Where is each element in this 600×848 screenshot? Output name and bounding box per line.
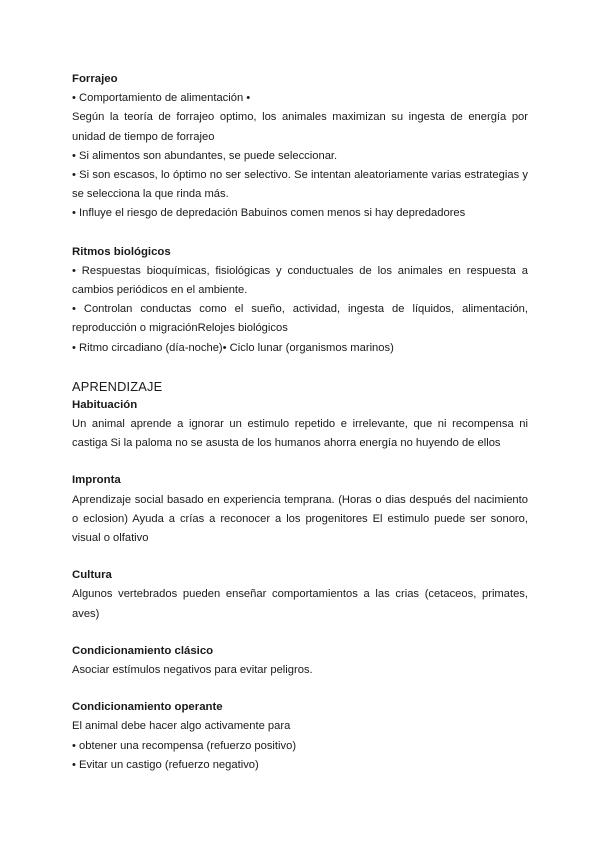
paragraph-line: Según la teoría de forrajeo optimo, los animales maximizan su ingesta de energía por unidad de tiempo de forrajeo: [72, 111, 528, 143]
section-title: Condicionamiento operante: [72, 701, 223, 714]
paragraph-line: • obtener una recompensa (refuerzo positivo): [72, 739, 297, 752]
paragraph-line: • Controlan conductas como el sueño, actividad, ingesta de líquidos, alimentación, reproducción o migraciónRelojes biológicos: [72, 303, 528, 335]
paragraph-line: El animal debe hacer algo activamente para: [72, 720, 291, 733]
section-title: Cultura: [72, 569, 112, 582]
section-cultura: [72, 566, 528, 624]
paragraph-line: • Respuestas bioquímicas, fisiológicas y conductuales de los animales en respuesta a cambios periódicos en el ambiente.: [72, 264, 528, 297]
paragraph: Asociar estímulos negativos para evitar peligros.: [72, 664, 313, 677]
section-clasico: [72, 642, 528, 680]
section-title: Habituación: [72, 398, 138, 411]
section-title: Forrajeo: [72, 73, 118, 85]
paragraph: Algunos vertebrados pueden enseñar comportamientos a las crias (cetaceos, primates, aves): [72, 588, 528, 620]
document-page: [72, 70, 528, 775]
section-aprendizaje: [72, 377, 528, 454]
paragraph: Aprendizaje social basado en experiencia temprana. (Horas o dias después del nacimiento o eclosion) Ayuda a crías a reconocer a los progenitores El estimulo puede ser sonoro, visual o olfativo: [72, 493, 528, 545]
paragraph-line: • Influye el riesgo de depredación Babuinos comen menos si hay depredadores: [72, 207, 466, 220]
paragraph-line: • Si son escasos, lo óptimo no ser selectivo. Se intentan aleatoriamente varias estrategias y se selecciona la que rinda más.: [72, 169, 528, 201]
paragraph-line: • Ritmo circadiano (día-noche)• Ciclo lunar (organismos marinos): [72, 341, 394, 354]
section-impronta: [72, 471, 528, 548]
paragraph-line: • Si alimentos son abundantes, se puede seleccionar.: [72, 149, 338, 162]
paragraph: Un animal aprende a ignorar un estimulo repetido e irrelevante, que ni recompensa ni castiga Si la paloma no se asusta de los humanos ahorra energía no huyendo de ellos: [72, 418, 528, 450]
section-ritmos: [72, 243, 528, 358]
section-forrajeo: [72, 70, 528, 224]
chapter-title: APRENDIZAJE: [72, 378, 163, 394]
section-title: Condicionamiento clásico: [72, 644, 214, 657]
paragraph-line: • Comportamiento de alimentación •: [72, 92, 251, 105]
section-title: Impronta: [72, 474, 121, 487]
section-title: Ritmos biológicos: [72, 245, 171, 258]
section-operante: [72, 698, 528, 775]
paragraph-line: • Evitar un castigo (refuerzo negativo): [72, 758, 259, 771]
